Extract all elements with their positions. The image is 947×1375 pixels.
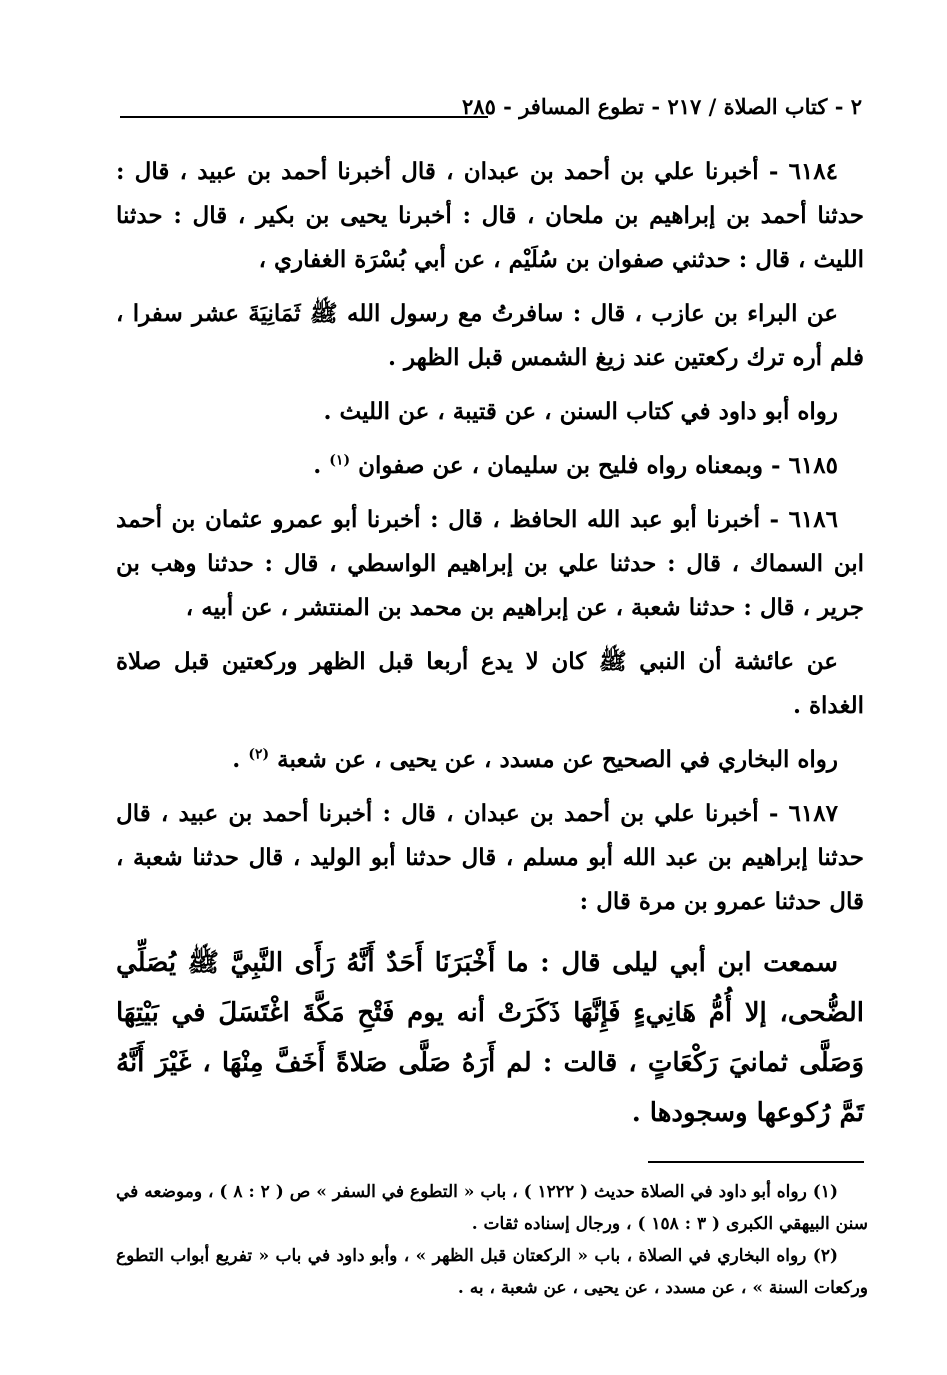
footnote-1: (١) رواه أبو داود في الصلاة حديث ( ١٢٢٢ ) ، باب « التطوع في السفر » ص ( ٢ : ٨ ) ، وموضعه في سنن البيهقي الكبرى ( ٣ : ١٥٨ ) ، ورجال إسناده ثقات . xyxy=(116,1182,868,1234)
header-rule xyxy=(120,116,488,118)
period: . xyxy=(232,746,241,773)
running-title: ٢ - كتاب الصلاة / ٢١٧ - تطوع المسافر - ٢٨٥ xyxy=(462,94,862,119)
hadith-6187-matn: سمعت ابن أبي ليلى قال : ما أَخْبَرَنَا أَحَدٌ أَنَّهُ رَأَى النَّبِيَّ ﷺ يُصَلِّي الضُّحى، إلا أُمُّ هَانِيءٍ فَإِنَّهَا ذَكَرَتْ أنه يوم فَتْحِ مَكَّةَ اغْتَسَلَ في بَيْتِهَا وَصَلَّى ثمانيَ رَكْعَاتٍ ، قالت : لم أَرَهُ صَلَّى صَلاةً أَخَفَّ مِنْهَا ، غَيْرَ أَنَّهُ تَمَّ رُكوعها وسجودها . xyxy=(116,948,864,1128)
footnotes xyxy=(116,1176,868,1304)
hadith-6187-isnad: ٦١٨٧ - أخبرنا علي بن أحمد بن عبدان ، قال : أخبرنا أحمد بن عبيد ، قال حدثنا إبراهيم بن عبد الله أبو مسلم ، قال حدثنا أبو الوليد ، قال حدثنا شعبة ، قال حدثنا عمرو بن مرة قال : xyxy=(116,800,864,915)
hadith-6186-takhrij-text: رواه البخاري في الصحيح عن مسدد ، عن يحيى ، عن شعبة xyxy=(277,746,838,773)
hadith-6186-isnad: ٦١٨٦ - أخبرنا أبو عبد الله الحافظ ، قال : أخبرنا أبو عمرو عثمان بن أحمد ابن السماك ، قال : حدثنا علي بن إبراهيم الواسطي ، قال : حدثنا وهب بن جرير ، قال : حدثنا شعبة ، عن إبراهيم بن محمد بن المنتشر ، عن أبيه ، xyxy=(116,506,864,621)
hadith-6186-matn: عن عائشة أن النبي ﷺ كان لا يدع أربعا قبل الظهر وركعتين قبل صلاة الغداة . xyxy=(116,648,864,719)
footnote-2: (٢) رواه البخاري في الصلاة ، باب « الركعتان قبل الظهر » ، وأبو داود في باب « تفريع أبواب التطوع وركعات السنة » ، عن مسدد ، عن يحيى ، عن شعبة ، به . xyxy=(116,1246,868,1298)
period: . xyxy=(313,452,322,479)
hadith-6184-takhrij: رواه أبو داود في كتاب السنن ، عن قتيبة ، عن الليث . xyxy=(323,398,838,425)
hadith-6184-matn: عن البراء بن عازب ، قال : سافرتُ مع رسول الله ﷺ ثَمَانِيَةَ عشر سفرا ، فلم أره ترك ركعتين عند زيغ الشمس قبل الظهر . xyxy=(116,300,864,371)
footnote-rule xyxy=(648,1161,864,1163)
hadith-6184-isnad: ٦١٨٤ - أخبرنا علي بن أحمد بن عبدان ، قال أخبرنا أحمد بن عبيد ، قال : حدثنا أحمد بن إبراهيم بن ملحان ، قال : أخبرنا يحيى بن بكير ، قال : حدثنا الليث ، قال : حدثني صفوان بن سُلَيْم ، عن أبي بُسْرَة الغفاري ، xyxy=(116,158,864,273)
hadith-6186-takhrij xyxy=(116,738,864,782)
main-text xyxy=(116,150,864,1138)
footnote-ref-2: (٢) xyxy=(248,746,270,763)
hadith-6185-text: ٦١٨٥ - وبمعناه رواه فليح بن سليمان ، عن صفوان xyxy=(358,452,838,479)
running-header xyxy=(120,94,862,134)
footnote-ref-1: (١) xyxy=(329,452,351,469)
hadith-6185 xyxy=(116,444,864,488)
